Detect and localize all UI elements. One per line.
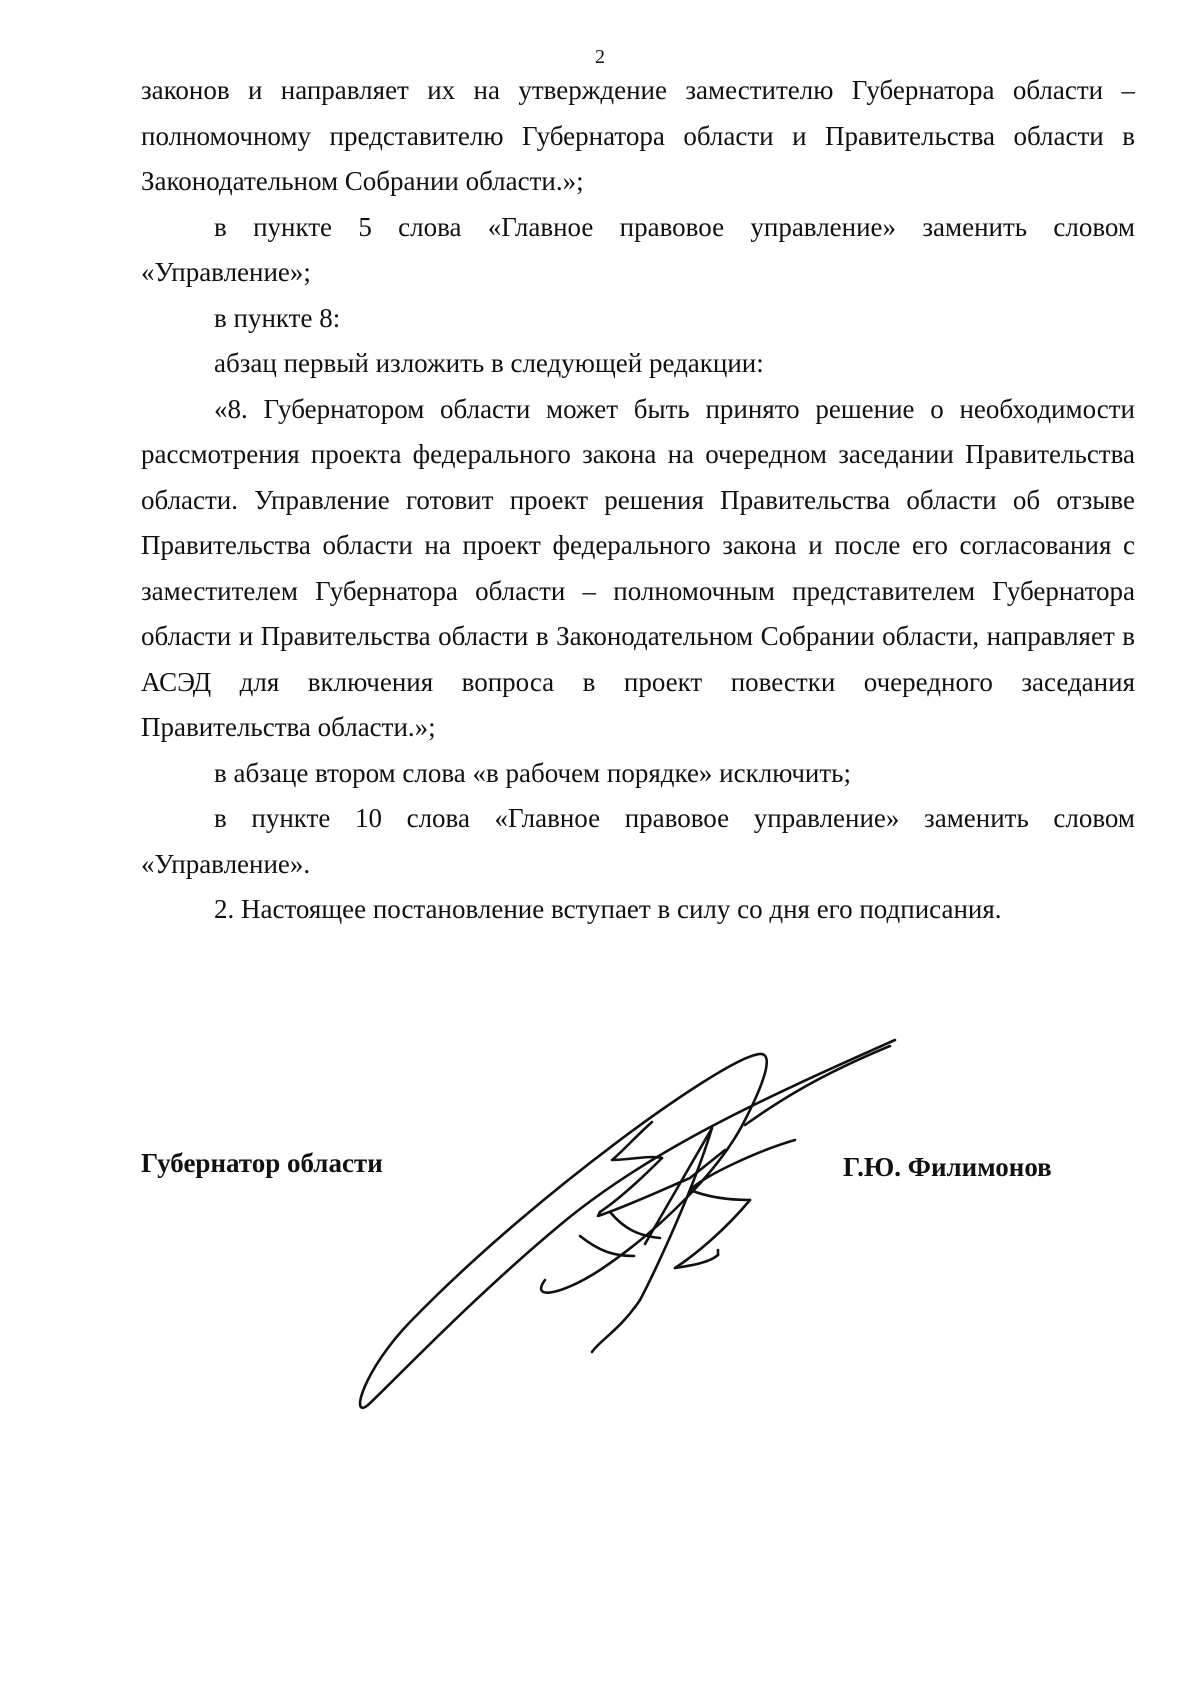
signer-position: Губернатор области [141,1148,383,1178]
page-number: 2 [595,46,605,68]
paragraph-first-abzac: абзац первый изложить в следующей редакции: [214,348,764,378]
paragraph-item-10: в пункте 10 слова «Главное правовое управление» заменить словом «Управление». [141,803,1135,879]
paragraph-continuation: законов и направляет их на утверждение заместителю Губернатора области – полномочному представителю Губернатора области и Правительства области в Законодательном Собрании области.»; [141,75,1135,196]
paragraph-item-8-heading: в пункте 8: [214,302,341,333]
paragraph-item-5: в пункте 5 слова «Главное правовое управление» заменить словом «Управление»; [141,211,1135,287]
paragraph-effective-date: 2. Настоящее постановление вступает в силу со дня его подписания. [214,894,1002,924]
signer-name: Г.Ю. Филимонов [843,1152,1052,1182]
paragraph-second-abzac: в абзаце втором слова «в рабочем порядке» исключить; [214,757,851,788]
paragraph-item-8-text: «8. Губернатором области может быть принято решение о необходимости рассмотрения проекта федерального закона на очередном заседании Правительства области. Управление готовит проект решения Правительства области об отзыве Правительства области на проект федерального закона и после его согласования с заместителем Губернатора области – полномочным представителем Губернатора области и Правительства области в Законодательном Собрании области, направляет в АСЭД для включения вопроса в проект повестки очередного заседания Правительства области.»; [141,393,1135,742]
